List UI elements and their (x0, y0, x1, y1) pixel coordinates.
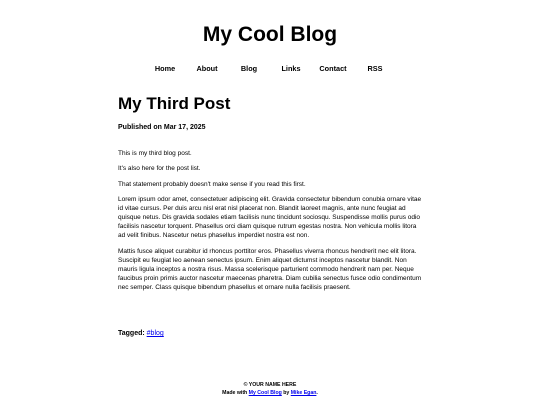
footer-blog-link[interactable]: My Cool Blog (248, 390, 282, 396)
nav-home-link[interactable]: Home (154, 64, 176, 73)
post-tags (118, 329, 164, 339)
post-paragraph: This is my third blog post. (118, 150, 192, 157)
post-paragraph: Lorem ipsum odor amet, consectetuer adipiscing elit. Gravida consectetur bibendum conubia ornare vitae id vitae cursus. Per duis arcu nisl erat nisl placerat non. Blandit laoreet magnis, ante nunc feugiat ad quisque netus. Dis gravida sodales etiam facilisis nunc tincidunt sociosqu. Suspendisse mollis purus odio facilisis nascetur torquent. Phasellus orci diam quisque rutrum egestas nostra. Non vehicula mollis litora ad velit finibus. Nascetur netus phasellus imperdiet nostra est non. (118, 195, 422, 240)
tagged-label: Tagged: (118, 330, 145, 337)
footer-suffix-text: . (316, 390, 318, 396)
nav-blog-link[interactable]: Blog (240, 64, 258, 73)
footer-copyright: © YOUR NAME HERE (243, 382, 297, 388)
main-nav (0, 63, 540, 75)
tag-link-blog[interactable]: #blog (146, 330, 164, 337)
post-paragraph: Mattis fusce aliquet curabitur id rhoncus porttitor eros. Phasellus viverra rhoncus hendrerit nec elit litora. Suscipit eu feugiat leo aenean senectus ipsum. Enim aliquet dictumst inceptos nascetur blandit. Non mauris ligula inceptos a nostra risus. Massa scelerisque parturient commodo hendrerit nam per. Neque faucibus proin primis auctor nascetur maecenas pharetra. Diam cubilia senectus fusce odio condimentum nec semper. Class quisque bibendum phasellus et ornare nulla facilisis praesent. (118, 247, 422, 291)
footer-author-link[interactable]: Mike Egan (290, 390, 317, 396)
published-date: Published on Mar 17, 2025 (118, 124, 206, 131)
post-content (118, 149, 423, 298)
nav-about-link[interactable]: About (196, 64, 218, 73)
post-paragraph: That statement probably doesn't make sense if you read this first. (118, 180, 306, 188)
footer-made-with-text: Made with (222, 390, 249, 396)
nav-links-link[interactable]: Links (281, 64, 301, 73)
footer-by-text: by (281, 390, 291, 396)
post-title: My Third Post (118, 94, 231, 113)
footer-made-with (0, 389, 540, 397)
nav-contact-link[interactable]: Contact (319, 64, 347, 73)
site-title: My Cool Blog (202, 23, 338, 46)
post-paragraph: It's also here for the post list. (118, 165, 201, 173)
nav-rss-link[interactable]: RSS (367, 64, 383, 73)
